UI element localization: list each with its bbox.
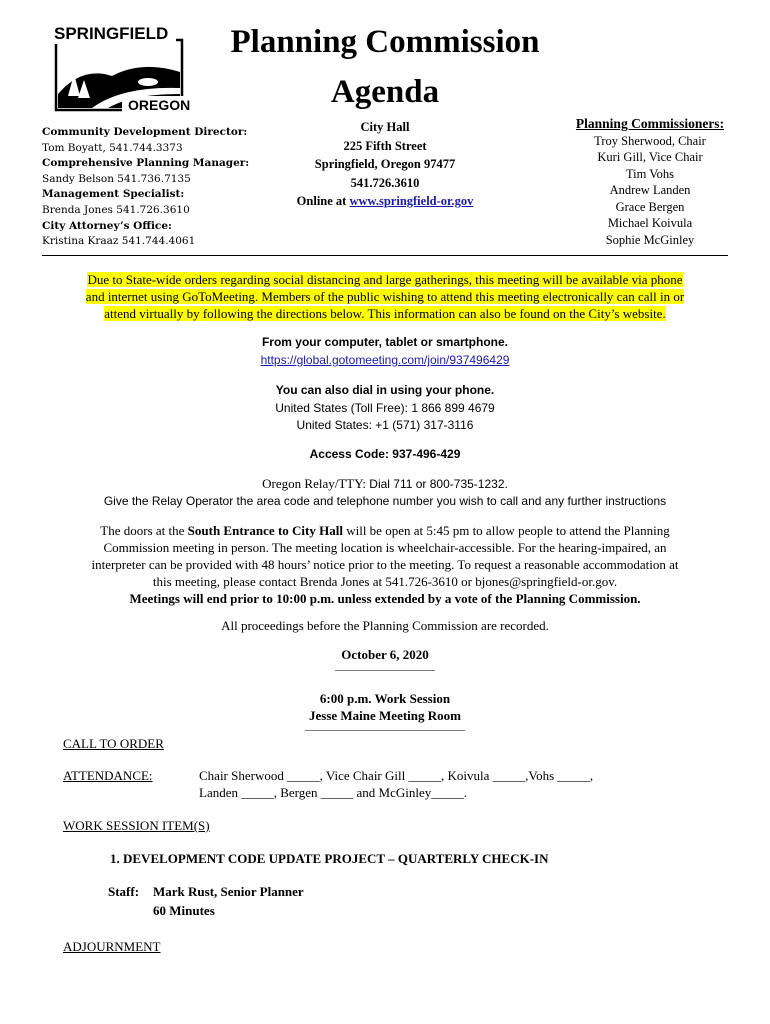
location-name: City Hall bbox=[360, 120, 410, 134]
staff-contacts bbox=[42, 125, 249, 250]
dial-heading: You can also dial in using your phone. bbox=[275, 383, 495, 397]
relay-line bbox=[40, 475, 730, 493]
work-session-heading: WORK SESSION ITEM(S) bbox=[63, 818, 210, 833]
relay-prefix: Oregon Relay/TTY: bbox=[262, 476, 370, 491]
covid-notice bbox=[55, 271, 715, 322]
commissioner: Michael Koivula bbox=[607, 216, 693, 230]
meeting-date: October 6, 2020 bbox=[341, 647, 429, 662]
recorded-notice: All proceedings before the Planning Commission are recorded. bbox=[221, 618, 549, 633]
inperson-text: will be open at 5:45 pm to allow people to attend the Planning bbox=[342, 523, 670, 538]
date-rule: —————————— bbox=[335, 665, 435, 676]
springfield-logo bbox=[52, 22, 212, 114]
computer-heading: From your computer, tablet or smartphone. bbox=[261, 335, 509, 349]
notice-line: Due to State-wide orders regarding social distancing and large gatherings, this meeting will be available via phone bbox=[87, 272, 683, 287]
staff-role: Comprehensive Planning Manager: bbox=[42, 157, 250, 170]
staff-contact: Brenda Jones 541.726.3610 bbox=[42, 203, 190, 216]
staff-contact: Sandy Belson 541.736.7135 bbox=[42, 172, 191, 185]
commissioner: Sophie McGinley bbox=[605, 232, 695, 247]
page-title: Planning Commission bbox=[230, 24, 540, 60]
relay-numbers: Dial 711 or 800-735-1232. bbox=[369, 477, 508, 491]
notice-line: attend virtually by following the directions below. This information can also be found on the City’s website. bbox=[104, 306, 666, 321]
inperson-text: The doors at the bbox=[100, 523, 188, 538]
meeting-location bbox=[262, 118, 508, 211]
session-time: 6:00 p.m. Work Session bbox=[319, 691, 451, 706]
commissioner: Grace Bergen bbox=[615, 199, 685, 214]
staff-contact: Kristina Kraaz 541.744.4061 bbox=[42, 235, 196, 248]
staff-role: Community Development Director: bbox=[42, 126, 248, 138]
logo-graphic bbox=[52, 22, 212, 114]
attendance-line: Landen _____, Bergen _____ and McGinley_____. bbox=[199, 785, 468, 800]
item-duration: 60 Minutes bbox=[153, 903, 215, 918]
attendance-line: Chair Sherwood _____, Vice Chair Gill _____, Koivula _____,Vohs _____, bbox=[199, 768, 594, 783]
staff-contact: Tom Boyatt, 541.744.3373 bbox=[42, 141, 183, 154]
header-divider bbox=[42, 255, 728, 256]
meeting-end-notice: Meetings will end prior to 10:00 p.m. unless extended by a vote of the Planning Commission. bbox=[129, 591, 641, 606]
tollfree-number: United States (Toll Free): 1 866 899 4679 bbox=[275, 401, 495, 415]
inperson-text: interpreter can be provided with 48 hours’ notice prior to the meeting. To request a reasonable accommodation at bbox=[91, 557, 679, 572]
commissioner: Tim Vohs bbox=[625, 166, 675, 181]
commissioner: Troy Sherwood, Chair bbox=[594, 133, 706, 148]
us-number: United States: +1 (571) 317-3116 bbox=[296, 418, 474, 432]
commissioners-heading: Planning Commissioners: bbox=[575, 116, 725, 131]
south-entrance: South Entrance to City Hall bbox=[187, 523, 343, 538]
inperson-text: this meeting, please contact Brenda Jones at 541.726-3610 or bjones@springfield-or.gov. bbox=[152, 574, 618, 589]
online-prefix: Online at bbox=[296, 194, 350, 208]
logo-top-text: SPRINGFIELD bbox=[54, 24, 169, 43]
page-subtitle: Agenda bbox=[330, 74, 440, 110]
logo-bottom-text: OREGON bbox=[128, 97, 191, 113]
attendance-label: ATTENDANCE: bbox=[63, 768, 153, 783]
meeting-room: Jesse Maine Meeting Room bbox=[309, 708, 461, 723]
staff-role: Management Specialist: bbox=[42, 188, 185, 201]
staff-label: Staff: bbox=[108, 884, 140, 899]
relay-instructions: Give the Relay Operator the area code and telephone number you wish to call and any further instructions bbox=[103, 494, 667, 508]
website-link[interactable]: www.springfield-or.gov bbox=[349, 194, 474, 208]
inperson-info bbox=[55, 522, 715, 607]
adjournment: ADJOURNMENT bbox=[63, 939, 161, 954]
online-line bbox=[262, 192, 508, 211]
gotomeeting-link[interactable]: https://global.gotomeeting.com/join/937496429 bbox=[260, 353, 510, 367]
location-street: 225 Fifth Street bbox=[343, 138, 427, 153]
call-to-order: CALL TO ORDER bbox=[63, 736, 164, 751]
commissioner: Andrew Landen bbox=[609, 183, 691, 197]
staff-name: Mark Rust, Senior Planner bbox=[153, 884, 304, 899]
staff-role: City Attorney’s Office: bbox=[42, 219, 172, 232]
agenda-item: 1. DEVELOPMENT CODE UPDATE PROJECT – QUARTERLY CHECK-IN bbox=[110, 851, 549, 866]
location-city: Springfield, Oregon 97477 bbox=[314, 157, 456, 171]
access-code: Access Code: 937-496-429 bbox=[309, 447, 461, 461]
notice-line: and internet using GoToMeeting. Members of the public wishing to attend this meeting electronically can call in or bbox=[85, 289, 685, 304]
room-rule: ———————————————— bbox=[305, 725, 465, 736]
inperson-text: Commission meeting in person. The meeting location is wheelchair-accessible. For the hearing-impaired, an bbox=[103, 540, 667, 555]
commissioners-list bbox=[555, 116, 745, 248]
location-phone: 541.726.3610 bbox=[350, 175, 420, 190]
commissioner: Kuri Gill, Vice Chair bbox=[597, 150, 703, 164]
